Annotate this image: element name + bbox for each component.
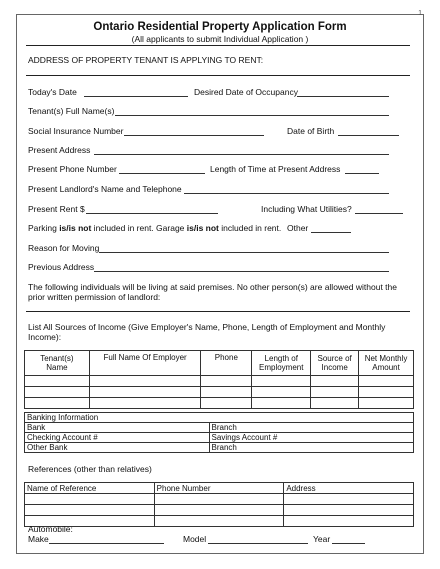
income-col-length: Length of Employment [252,351,311,376]
table-cell[interactable] [359,376,414,387]
notice-divider [26,311,410,312]
todays-date-label: Today's Date [28,87,77,97]
present-address-field[interactable] [94,154,389,155]
previous-address-field[interactable] [94,271,389,272]
table-cell[interactable] [252,376,311,387]
desired-occupancy-field[interactable] [297,96,389,97]
table-cell[interactable] [89,387,201,398]
automobile-title: Automobile: [28,524,73,534]
table-row [25,387,414,398]
table-cell[interactable] [201,398,252,409]
make-label: Make [28,534,49,544]
income-col-source: Source of Income [311,351,359,376]
utilities-label: Including What Utilities? [261,204,352,214]
reason-moving-label: Reason for Moving [28,243,100,253]
title-divider [26,45,410,46]
ref-col-address: Address [284,483,414,494]
property-address-label: ADDRESS OF PROPERTY TENANT IS APPLYING TO RENT: [28,55,264,65]
banking-title: Banking Information [25,413,414,423]
table-row [25,494,414,505]
present-rent-label: Present Rent $ [28,204,85,214]
table-cell[interactable] [25,387,90,398]
other-field[interactable] [311,232,351,233]
other-label: Other [287,223,309,233]
table-cell[interactable] [311,387,359,398]
table-cell[interactable] [154,516,284,527]
table-cell[interactable] [284,494,414,505]
model-label: Model [183,534,207,544]
income-col-amount: Net Monthly Amount [359,351,414,376]
table-cell[interactable] [25,505,155,516]
table-cell[interactable] [89,376,201,387]
savings-account-field[interactable]: Savings Account # [209,433,413,443]
todays-date-field[interactable] [84,96,188,97]
table-cell[interactable] [201,387,252,398]
ref-col-phone: Phone Number [154,483,284,494]
table-cell[interactable] [201,376,252,387]
ref-col-name: Name of Reference [25,483,155,494]
table-row [25,376,414,387]
tenant-names-field[interactable] [115,115,389,116]
time-at-address-label: Length of Time at Present Address [210,164,341,174]
checking-account-field[interactable]: Checking Account # [25,433,210,443]
present-rent-field[interactable] [86,213,218,214]
parking-prefix: Parking [28,223,60,233]
time-at-address-field[interactable] [345,173,379,174]
previous-address-label: Previous Address [28,262,95,272]
table-cell[interactable] [154,494,284,505]
bank-field[interactable]: Bank [25,423,210,433]
table-cell[interactable] [25,376,90,387]
sin-label: Social Insurance Number [28,126,124,136]
present-phone-field[interactable] [119,173,205,174]
garage-option[interactable]: is/is not [186,223,219,233]
dob-label: Date of Birth [287,126,335,136]
table-cell[interactable] [284,516,414,527]
parking-garage-statement [28,223,281,233]
present-address-label: Present Address [28,145,91,155]
table-cell[interactable] [89,398,201,409]
garage-prefix: included in rent. Garage [91,223,187,233]
other-branch-field[interactable]: Branch [209,443,413,453]
other-bank-field[interactable]: Other Bank [25,443,210,453]
table-cell[interactable] [311,376,359,387]
form-subtitle: (All applicants to submit Individual Application ) [131,34,309,44]
income-header-row [25,351,414,376]
income-col-phone: Phone [201,351,252,376]
desired-occupancy-label: Desired Date of Occupancy [194,87,298,97]
address-divider [26,75,410,76]
table-row [25,443,414,453]
table-cell[interactable] [25,494,155,505]
table-row [25,433,414,443]
dob-field[interactable] [338,135,399,136]
table-cell[interactable] [359,387,414,398]
occupants-notice-line2: prior written permission of landlord: [28,292,161,302]
make-field[interactable] [49,543,164,544]
banking-table [24,412,414,453]
table-cell[interactable] [359,398,414,409]
garage-suffix: included in rent. [218,223,282,233]
table-cell[interactable] [311,398,359,409]
banking-title-row [25,413,414,423]
tenant-names-label: Tenant(s) Full Name(s) [28,106,115,116]
references-title: References (other than relatives) [28,464,152,474]
sin-field[interactable] [124,135,264,136]
table-cell[interactable] [25,398,90,409]
table-cell[interactable] [284,505,414,516]
references-header-row [25,483,414,494]
income-col-employer: Full Name Of Employer [89,351,201,376]
income-col-tenant: Tenant(s) Name [25,351,90,376]
table-cell[interactable] [154,505,284,516]
reason-moving-field[interactable] [99,252,389,253]
table-row [25,423,414,433]
model-field[interactable] [208,543,308,544]
table-row [25,516,414,527]
landlord-label: Present Landlord's Name and Telephone [28,184,182,194]
table-cell[interactable] [252,387,311,398]
occupants-notice-line1: The following individuals will be living at said premises. No other person(s) are allowed without the [28,282,397,292]
year-field[interactable] [332,543,365,544]
table-row [25,505,414,516]
year-label: Year [313,534,331,544]
parking-option[interactable]: is/is not [59,223,92,233]
references-table [24,482,414,527]
form-title: Ontario Residential Property Application Form [93,21,347,33]
income-instructions-line2: Income): [28,332,62,342]
landlord-field[interactable] [184,193,389,194]
income-table [24,350,414,409]
branch-field[interactable]: Branch [209,423,413,433]
table-cell[interactable] [252,398,311,409]
income-instructions-line1: List All Sources of Income (Give Employer's Name, Phone, Length of Employment and Monthly [28,322,386,332]
table-row [25,398,414,409]
present-phone-label: Present Phone Number [28,164,117,174]
utilities-field[interactable] [355,213,403,214]
corner-mark: 1 [418,10,422,17]
